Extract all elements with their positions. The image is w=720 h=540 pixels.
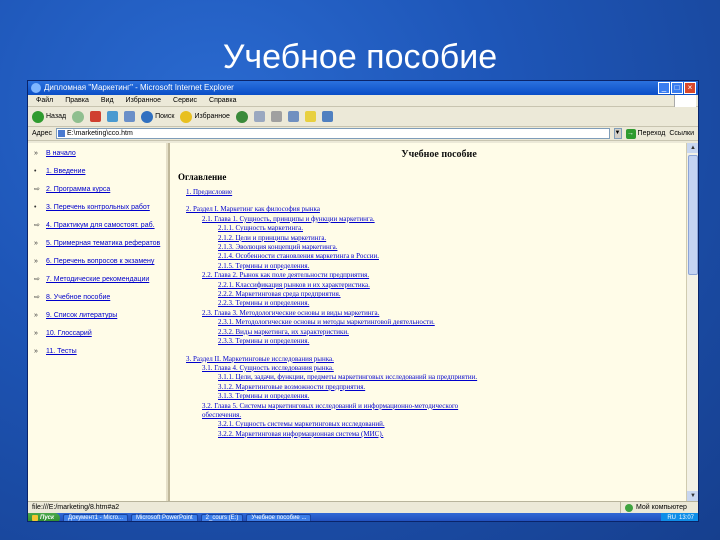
toc-item[interactable] bbox=[178, 318, 699, 327]
nav-link[interactable]: 11. Тесты bbox=[46, 348, 77, 355]
start-label: Пуск bbox=[40, 515, 55, 521]
navigation-frame bbox=[28, 143, 170, 501]
menu-bar bbox=[28, 95, 698, 107]
toc-gap bbox=[178, 197, 699, 205]
address-input[interactable] bbox=[56, 128, 609, 139]
toc-link[interactable]: обеспечения. bbox=[202, 410, 242, 419]
main-frame bbox=[170, 143, 699, 501]
refresh-icon[interactable] bbox=[107, 111, 118, 122]
toc-link[interactable]: 2.1.2. Цели и принципы маркетинга. bbox=[218, 233, 327, 242]
nav-marker-icon: ⇨ bbox=[34, 222, 40, 229]
scroll-up-button[interactable]: ▲ bbox=[687, 143, 699, 153]
address-bar bbox=[28, 127, 698, 141]
toc-link[interactable]: 2.2.1. Классификация рынков и их характеристика. bbox=[218, 280, 370, 289]
table-of-contents bbox=[178, 188, 699, 439]
toc-item[interactable] bbox=[178, 271, 699, 280]
toc-link[interactable]: 2.1.4. Особенности становления маркетинга в России. bbox=[218, 252, 379, 261]
nav-link[interactable]: 7. Методические рекомендации bbox=[46, 276, 150, 283]
nav-link[interactable]: 8. Учебное пособие bbox=[46, 294, 111, 301]
nav-link[interactable]: 3. Перечень контрольных работ bbox=[46, 204, 150, 211]
print-icon[interactable] bbox=[271, 111, 282, 122]
nav-item[interactable] bbox=[34, 275, 165, 284]
go-label: Переход bbox=[637, 130, 666, 137]
nav-marker-icon: ⇨ bbox=[34, 294, 40, 301]
back-button[interactable] bbox=[32, 111, 66, 123]
scroll-thumb[interactable] bbox=[688, 155, 698, 275]
task-explorer[interactable]: 2_cours (E:) bbox=[201, 514, 244, 523]
toc-item[interactable] bbox=[178, 411, 699, 420]
forward-arrow-icon[interactable] bbox=[72, 111, 84, 123]
toc-link[interactable]: 3.1.2. Маркетинговые возможности предприятия. bbox=[218, 382, 366, 391]
nav-marker-icon: ⇨ bbox=[34, 186, 40, 193]
maximize-button[interactable]: □ bbox=[671, 82, 683, 94]
links-button[interactable]: Ссылки bbox=[669, 130, 694, 137]
toc-item[interactable] bbox=[178, 290, 699, 299]
nav-item[interactable] bbox=[34, 329, 165, 338]
back-arrow-icon bbox=[32, 111, 44, 123]
minimize-button[interactable]: _ bbox=[658, 82, 670, 94]
page-heading: Учебное пособие bbox=[401, 149, 477, 160]
toc-item[interactable] bbox=[178, 205, 699, 214]
menu-tools[interactable]: Сервис bbox=[173, 97, 198, 104]
toc-link[interactable]: 2.3. Глава 3. Методологические основы и виды маркетинга. bbox=[202, 308, 380, 317]
toc-link[interactable]: 2.3.2. Виды маркетинга, их характеристики. bbox=[218, 327, 349, 336]
toc-link[interactable]: 3.2.1. Сущность системы маркетинговых исследований. bbox=[218, 420, 385, 429]
edit-icon[interactable] bbox=[288, 111, 299, 122]
toc-link[interactable]: 3.2.2. Маркетинговая информационная система (МИС). bbox=[218, 429, 384, 438]
close-button[interactable]: × bbox=[684, 82, 696, 94]
menu-file[interactable]: Файл bbox=[36, 97, 54, 104]
nav-marker-icon: ⇨ bbox=[34, 276, 40, 283]
toc-link[interactable]: 2.1.3. Эволюция концепций маркетинга. bbox=[218, 243, 338, 252]
navigation-list bbox=[34, 149, 165, 356]
language-indicator[interactable]: RU bbox=[667, 515, 676, 521]
address-dropdown-button[interactable]: ▼ bbox=[614, 128, 622, 139]
window-title: Дипломная "Маркетинг" - Microsoft Internet Explorer bbox=[44, 83, 234, 92]
toc-item[interactable] bbox=[178, 188, 699, 197]
toc-link[interactable]: 2.1.1. Сущность маркетинга. bbox=[218, 224, 304, 233]
search-label: Поиск bbox=[155, 113, 175, 120]
mail-icon[interactable] bbox=[254, 111, 265, 122]
internet-explorer-icon bbox=[31, 83, 41, 93]
page-icon bbox=[58, 130, 65, 137]
nav-link[interactable]: 1. Введение bbox=[46, 168, 86, 175]
nav-link[interactable]: 9. Список литературы bbox=[46, 312, 118, 319]
toc-link[interactable]: 3.1.3. Термины и определения. bbox=[218, 392, 310, 401]
toc-link[interactable]: 3.1. Глава 4. Сущность исследования рынка. bbox=[202, 363, 334, 372]
nav-item[interactable] bbox=[34, 221, 165, 230]
nav-marker-icon: » bbox=[34, 330, 38, 337]
messenger-icon[interactable] bbox=[322, 111, 333, 122]
toc-title: Оглавление bbox=[178, 172, 227, 182]
slide-title: Учебное пособие bbox=[222, 38, 498, 76]
toc-link[interactable]: 3. Раздел II. Маркетинговые исследования рынка. bbox=[186, 354, 334, 363]
toolbar bbox=[28, 107, 698, 127]
search-button[interactable] bbox=[141, 111, 174, 123]
toc-link[interactable]: 1. Предисловие bbox=[186, 188, 233, 196]
toc-item[interactable] bbox=[178, 281, 699, 290]
toc-item[interactable] bbox=[178, 234, 699, 243]
toc-link[interactable]: 2.2. Глава 2. Рынок как поле деятельности предприятия. bbox=[202, 271, 370, 280]
toc-item[interactable] bbox=[178, 402, 699, 411]
nav-item[interactable] bbox=[34, 239, 165, 248]
nav-marker-icon: » bbox=[34, 240, 38, 247]
nav-item[interactable] bbox=[34, 311, 165, 320]
nav-link[interactable]: 6. Перечень вопросов к экзамену bbox=[46, 258, 155, 265]
favorites-label: Избранное bbox=[194, 113, 230, 120]
menu-help[interactable]: Справка bbox=[209, 97, 237, 104]
toc-link[interactable]: 2.1.5. Термины и определения. bbox=[218, 261, 310, 270]
toc-item[interactable] bbox=[178, 252, 699, 261]
frame-divider[interactable] bbox=[166, 143, 168, 501]
stop-icon[interactable] bbox=[90, 111, 101, 122]
toc-item[interactable] bbox=[178, 328, 699, 337]
zone-label: Мой компьютер bbox=[636, 504, 687, 511]
nav-item[interactable] bbox=[34, 185, 165, 194]
computer-icon bbox=[625, 504, 633, 512]
nav-marker-icon: » bbox=[34, 348, 38, 355]
nav-item[interactable] bbox=[34, 203, 165, 212]
toc-item[interactable] bbox=[178, 309, 699, 318]
nav-link[interactable]: 2. Программа курса bbox=[46, 186, 111, 193]
toc-item[interactable] bbox=[178, 215, 699, 224]
toc-item[interactable] bbox=[178, 373, 699, 382]
status-bar bbox=[28, 501, 699, 513]
nav-marker-icon: » bbox=[34, 312, 38, 319]
task-ie[interactable]: Учебное пособие ... bbox=[246, 514, 311, 523]
toc-item[interactable] bbox=[178, 392, 699, 401]
nav-marker-icon: • bbox=[34, 168, 37, 175]
toc-link[interactable]: 2.1. Глава 1. Сущность, принципы и функции маркетинга. bbox=[202, 214, 375, 223]
nav-marker-icon: • bbox=[34, 204, 37, 211]
toc-item[interactable] bbox=[178, 430, 699, 439]
scroll-down-button[interactable]: ▼ bbox=[687, 491, 699, 501]
task-powerpoint[interactable]: Microsoft PowerPoint bbox=[131, 514, 198, 523]
toc-link[interactable]: 2.2.2. Маркетинговая среда предприятия. bbox=[218, 290, 341, 299]
nav-item[interactable] bbox=[34, 257, 165, 266]
toc-item[interactable] bbox=[178, 262, 699, 271]
nav-link[interactable]: 4. Практикум для самостоят. раб. bbox=[46, 222, 155, 229]
folder-icon[interactable] bbox=[305, 111, 316, 122]
toc-link[interactable]: 2.3.3. Термины и определения. bbox=[218, 337, 310, 346]
menu-favorites[interactable]: Избранное bbox=[125, 97, 162, 104]
favorites-button[interactable] bbox=[180, 111, 229, 123]
back-label: Назад bbox=[46, 113, 67, 120]
toc-link[interactable]: 3.2. Глава 5. Системы маркетинговых исследований и информационно-методического bbox=[202, 401, 459, 410]
nav-link[interactable]: В начало bbox=[46, 150, 76, 157]
windows-flag-icon bbox=[32, 515, 38, 521]
nav-marker-icon: » bbox=[34, 150, 38, 157]
clock: 13:07 bbox=[678, 515, 694, 521]
nav-item[interactable] bbox=[34, 347, 165, 356]
toc-link[interactable]: 2.3.1. Методологические основы и методы маркетинговой деятельности. bbox=[218, 318, 435, 327]
toc-item[interactable] bbox=[178, 337, 699, 346]
start-button[interactable] bbox=[28, 513, 60, 522]
nav-item[interactable] bbox=[34, 293, 165, 302]
toc-item[interactable] bbox=[178, 243, 699, 252]
toc-link[interactable]: 2. Раздел I. Маркетинг как философия рынка bbox=[186, 205, 320, 214]
status-url: file:///E:/marketing/8.htm#a2 bbox=[32, 504, 120, 511]
toc-item[interactable] bbox=[178, 364, 699, 373]
search-icon bbox=[141, 111, 153, 123]
menu-edit[interactable]: Правка bbox=[65, 97, 89, 104]
toc-item[interactable] bbox=[178, 355, 699, 364]
taskbar bbox=[28, 513, 699, 522]
go-button[interactable] bbox=[626, 129, 666, 139]
window-titlebar[interactable] bbox=[28, 81, 698, 95]
star-icon bbox=[180, 111, 192, 123]
page-content bbox=[28, 143, 699, 501]
history-icon[interactable] bbox=[236, 111, 248, 123]
toc-gap bbox=[178, 347, 699, 355]
toc-item[interactable] bbox=[178, 224, 699, 233]
toc-link[interactable]: 2.2.3. Термины и определения. bbox=[218, 299, 310, 308]
nav-item[interactable] bbox=[34, 149, 165, 158]
nav-item[interactable] bbox=[34, 167, 165, 176]
toc-item[interactable] bbox=[178, 299, 699, 308]
nav-link[interactable]: 10. Глоссарий bbox=[46, 330, 92, 337]
nav-link[interactable]: 5. Примерная тематика рефератов bbox=[46, 240, 161, 247]
task-word[interactable]: Документ1 - Micro... bbox=[63, 514, 128, 523]
vertical-scrollbar[interactable] bbox=[686, 143, 698, 501]
windows-logo-icon bbox=[674, 95, 696, 107]
toc-link[interactable]: 3.1.1. Цели, задачи, функции, предметы маркетинговых исследований на предприятии. bbox=[218, 373, 478, 382]
security-zone bbox=[620, 502, 699, 513]
address-label: Адрес bbox=[32, 130, 53, 137]
browser-window bbox=[27, 80, 699, 522]
home-icon[interactable] bbox=[124, 111, 135, 122]
nav-marker-icon: » bbox=[34, 258, 38, 265]
menu-view[interactable]: Вид bbox=[100, 97, 114, 104]
address-value: E:\marketing\cco.htm bbox=[67, 130, 133, 137]
toc-item[interactable] bbox=[178, 383, 699, 392]
system-tray bbox=[661, 513, 699, 522]
go-arrow-icon: → bbox=[627, 129, 635, 137]
toc-item[interactable] bbox=[178, 420, 699, 429]
